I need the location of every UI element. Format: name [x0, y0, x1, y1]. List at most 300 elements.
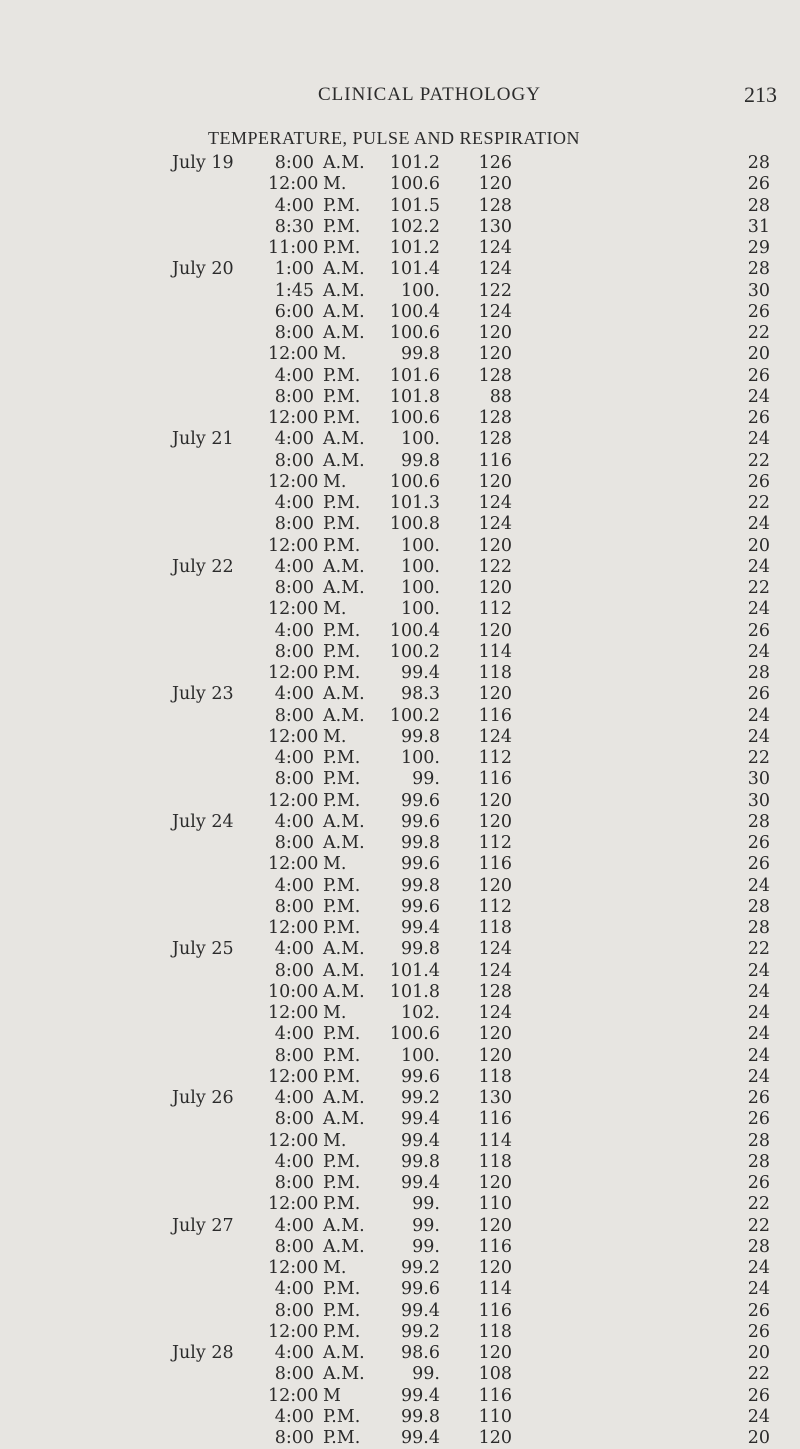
temperature-cell: 100.: [401, 280, 440, 301]
pulse-cell: 114: [478, 641, 512, 662]
pulse-cell: 120: [478, 1215, 512, 1236]
temperature-cell: 99.8: [401, 939, 440, 960]
temperature-cell: 98.3: [401, 684, 440, 705]
table-row: [0, 748, 800, 769]
pulse-cell: 114: [478, 1279, 512, 1300]
respiration-cell: 24: [747, 556, 770, 577]
respiration-cell: 24: [747, 514, 770, 535]
temperature-cell: 100.: [401, 748, 440, 768]
meridiem-cell: P.M.: [323, 1428, 361, 1448]
table-row: [0, 1194, 800, 1215]
table-row: [0, 812, 800, 833]
pulse-cell: 88: [489, 386, 512, 407]
time-cell: 12:00: [268, 1066, 319, 1087]
temperature-cell: 100.: [401, 599, 440, 620]
table-row: [0, 1301, 800, 1322]
meridiem-cell: M.: [323, 1003, 347, 1023]
table-row: [0, 642, 800, 663]
meridiem-cell: P.M.: [323, 514, 361, 535]
respiration-cell: 22: [747, 450, 770, 471]
respiration-cell: 28: [747, 1236, 770, 1257]
table-row: [0, 1364, 800, 1385]
pulse-cell: 116: [478, 1385, 512, 1406]
respiration-cell: 22: [747, 1215, 770, 1236]
meridiem-cell: P.M.: [323, 1321, 361, 1342]
pulse-cell: 128: [478, 429, 512, 450]
table-row: [0, 961, 800, 982]
meridiem-cell: P.M.: [323, 535, 361, 556]
time-cell: 4:00: [274, 365, 314, 386]
table-row: [0, 706, 800, 727]
temperature-cell: 99.2: [401, 1258, 440, 1278]
temperature-cell: 99.2: [401, 1321, 440, 1342]
pulse-cell: 118: [478, 1151, 512, 1172]
pulse-cell: 120: [478, 344, 512, 365]
respiration-cell: 24: [747, 1406, 770, 1427]
pulse-cell: 120: [478, 578, 512, 598]
pulse-cell: 128: [478, 365, 512, 386]
temperature-cell: 99.: [412, 1236, 440, 1257]
time-cell: 8:00: [274, 641, 314, 662]
meridiem-cell: A.M.: [323, 1088, 365, 1108]
pulse-cell: 114: [478, 1130, 512, 1151]
meridiem-cell: A.M.: [323, 1343, 365, 1363]
respiration-cell: 28: [747, 153, 770, 173]
pulse-cell: 130: [478, 1088, 512, 1108]
respiration-cell: 28: [747, 195, 770, 216]
time-cell: 8:00: [274, 514, 314, 535]
temperature-cell: 101.4: [389, 960, 440, 981]
temperature-cell: 101.4: [389, 259, 440, 280]
vital-signs-table: [0, 153, 800, 1449]
meridiem-cell: M.: [323, 1130, 347, 1151]
table-row: [0, 1131, 800, 1152]
table-row: [0, 387, 800, 408]
temperature-cell: 101.5: [389, 195, 440, 216]
time-cell: 10:00: [268, 981, 319, 1002]
respiration-cell: 26: [747, 365, 770, 386]
time-cell: 8:00: [274, 769, 314, 790]
pulse-cell: 108: [478, 1364, 512, 1385]
pulse-cell: 124: [478, 259, 512, 280]
table-row: [0, 1109, 800, 1130]
time-cell: 8:30: [274, 216, 314, 237]
meridiem-cell: A.M.: [323, 153, 365, 173]
time-cell: 12:00: [268, 535, 319, 556]
meridiem-cell: P.M.: [323, 1045, 361, 1066]
table-row: [0, 939, 800, 960]
temperature-cell: 100.6: [389, 471, 440, 492]
temperature-cell: 101.8: [389, 386, 440, 407]
temperature-cell: 99.8: [401, 450, 440, 471]
temperature-cell: 99.8: [401, 726, 440, 747]
pulse-cell: 124: [478, 301, 512, 322]
table-row: [0, 1343, 800, 1364]
time-cell: 8:00: [274, 1364, 314, 1385]
respiration-cell: 22: [747, 1364, 770, 1385]
temperature-cell: 101.2: [389, 153, 440, 173]
time-cell: 4:00: [274, 748, 314, 768]
table-row: [0, 514, 800, 535]
time-cell: 4:00: [274, 493, 314, 513]
temperature-cell: 99.4: [401, 1130, 440, 1151]
pulse-cell: 112: [478, 599, 512, 620]
time-cell: 11:00: [268, 238, 319, 258]
meridiem-cell: A.M.: [323, 811, 365, 832]
table-row: [0, 599, 800, 620]
pulse-cell: 124: [478, 514, 512, 535]
time-cell: 4:00: [274, 429, 314, 450]
time-cell: 12:00: [268, 726, 319, 747]
meridiem-cell: P.M.: [323, 216, 361, 237]
pulse-cell: 128: [478, 981, 512, 1002]
time-cell: 8:00: [274, 1173, 314, 1193]
pulse-cell: 120: [478, 471, 512, 492]
meridiem-cell: M.: [323, 854, 347, 875]
meridiem-cell: P.M.: [323, 1279, 361, 1300]
pulse-cell: 112: [478, 748, 512, 768]
time-cell: 1:00: [274, 259, 314, 280]
table-row: [0, 1088, 800, 1109]
respiration-cell: 24: [747, 1066, 770, 1087]
time-cell: 12:00: [268, 174, 319, 195]
temperature-cell: 99.6: [401, 896, 440, 917]
respiration-cell: 22: [747, 578, 770, 598]
table-row: [0, 472, 800, 493]
table-row: [0, 1279, 800, 1300]
time-cell: 4:00: [274, 195, 314, 216]
pulse-cell: 124: [478, 939, 512, 960]
meridiem-cell: P.M.: [323, 1406, 361, 1427]
time-cell: 12:00: [268, 599, 319, 620]
time-cell: 4:00: [274, 1406, 314, 1427]
pulse-cell: 120: [478, 790, 512, 811]
meridiem-cell: M: [323, 1385, 341, 1406]
respiration-cell: 28: [747, 918, 770, 938]
temperature-cell: 99.4: [401, 918, 440, 938]
time-cell: 4:00: [274, 556, 314, 577]
temperature-cell: 99.4: [401, 1428, 440, 1448]
time-cell: 4:00: [274, 684, 314, 705]
meridiem-cell: A.M.: [323, 556, 365, 577]
table-row: [0, 854, 800, 875]
time-cell: 4:00: [274, 875, 314, 896]
time-cell: 12:00: [268, 408, 319, 428]
respiration-cell: 24: [747, 875, 770, 896]
pulse-cell: 118: [478, 918, 512, 938]
temperature-cell: 100.6: [389, 408, 440, 428]
meridiem-cell: P.M.: [323, 875, 361, 896]
time-cell: 8:00: [274, 833, 314, 853]
temperature-cell: 99.8: [401, 1406, 440, 1427]
pulse-cell: 120: [478, 1173, 512, 1193]
respiration-cell: 29: [747, 238, 770, 258]
table-row: [0, 557, 800, 578]
temperature-cell: 99.8: [401, 875, 440, 896]
table-row: [0, 1216, 800, 1237]
time-cell: 12:00: [268, 471, 319, 492]
table-row: [0, 1322, 800, 1343]
meridiem-cell: A.M.: [323, 280, 365, 301]
time-cell: 12:00: [268, 918, 319, 938]
temperature-cell: 100.6: [389, 174, 440, 195]
meridiem-cell: A.M.: [323, 450, 365, 471]
pulse-cell: 126: [478, 153, 512, 173]
respiration-cell: 22: [747, 939, 770, 960]
pulse-cell: 120: [478, 174, 512, 195]
pulse-cell: 120: [478, 1428, 512, 1448]
temperature-cell: 99.6: [401, 854, 440, 875]
pulse-cell: 116: [478, 1236, 512, 1257]
temperature-cell: 100.6: [389, 323, 440, 343]
meridiem-cell: A.M.: [323, 323, 365, 343]
respiration-cell: 20: [747, 1343, 770, 1363]
pulse-cell: 120: [478, 535, 512, 556]
table-row: [0, 451, 800, 472]
respiration-cell: 28: [747, 1151, 770, 1172]
time-cell: 4:00: [274, 1088, 314, 1108]
respiration-cell: 26: [747, 833, 770, 853]
temperature-cell: 99.8: [401, 1151, 440, 1172]
table-row: [0, 684, 800, 705]
time-cell: 12:00: [268, 1194, 319, 1215]
temperature-cell: 99.4: [401, 1109, 440, 1130]
time-cell: 4:00: [274, 620, 314, 641]
table-row: [0, 408, 800, 429]
table-row: [0, 302, 800, 323]
table-row: [0, 727, 800, 748]
time-cell: 12:00: [268, 1003, 319, 1023]
time-cell: 12:00: [268, 1385, 319, 1406]
meridiem-cell: A.M.: [323, 429, 365, 450]
table-row: [0, 536, 800, 557]
meridiem-cell: A.M.: [323, 705, 365, 726]
page-header: [0, 84, 800, 114]
pulse-cell: 110: [478, 1194, 512, 1215]
table-row: [0, 578, 800, 599]
respiration-cell: 24: [747, 1003, 770, 1023]
meridiem-cell: A.M.: [323, 1236, 365, 1257]
table-row: [0, 769, 800, 790]
respiration-cell: 24: [747, 705, 770, 726]
respiration-cell: 24: [747, 641, 770, 662]
temperature-cell: 101.6: [389, 365, 440, 386]
respiration-cell: 26: [747, 620, 770, 641]
temperature-cell: 99.4: [401, 1173, 440, 1193]
time-cell: 8:00: [274, 450, 314, 471]
pulse-cell: 116: [478, 705, 512, 726]
date-cell: July 26: [172, 1088, 234, 1108]
respiration-cell: 26: [747, 1173, 770, 1193]
respiration-cell: 24: [747, 981, 770, 1002]
meridiem-cell: A.M.: [323, 960, 365, 981]
temperature-cell: 101.3: [389, 493, 440, 513]
meridiem-cell: P.M.: [323, 1024, 361, 1045]
respiration-cell: 26: [747, 471, 770, 492]
time-cell: 12:00: [268, 344, 319, 365]
temperature-cell: 100.2: [389, 641, 440, 662]
respiration-cell: 26: [747, 854, 770, 875]
respiration-cell: 22: [747, 323, 770, 343]
meridiem-cell: A.M.: [323, 981, 365, 1002]
pulse-cell: 118: [478, 1321, 512, 1342]
table-row: [0, 1003, 800, 1024]
respiration-cell: 24: [747, 1024, 770, 1045]
respiration-cell: 26: [747, 1109, 770, 1130]
meridiem-cell: M.: [323, 344, 347, 365]
table-row: [0, 366, 800, 387]
time-cell: 6:00: [274, 301, 314, 322]
meridiem-cell: P.M.: [323, 493, 361, 513]
meridiem-cell: M.: [323, 726, 347, 747]
pulse-cell: 124: [478, 238, 512, 258]
pulse-cell: 120: [478, 1343, 512, 1363]
respiration-cell: 24: [747, 726, 770, 747]
pulse-cell: 120: [478, 1024, 512, 1045]
temperature-cell: 99.4: [401, 1385, 440, 1406]
meridiem-cell: A.M.: [323, 1215, 365, 1236]
page-number: 213: [744, 82, 777, 107]
respiration-cell: 26: [747, 1300, 770, 1321]
time-cell: 4:00: [274, 1215, 314, 1236]
pulse-cell: 124: [478, 493, 512, 513]
table-row: [0, 174, 800, 195]
temperature-cell: 99.8: [401, 344, 440, 365]
temperature-cell: 99.4: [401, 663, 440, 683]
temperature-cell: 101.2: [389, 238, 440, 258]
table-row: [0, 982, 800, 1003]
table-row: [0, 1386, 800, 1407]
time-cell: 8:00: [274, 1428, 314, 1448]
respiration-cell: 26: [747, 1321, 770, 1342]
temperature-cell: 100.: [401, 578, 440, 598]
temperature-cell: 100.: [401, 535, 440, 556]
time-cell: 8:00: [274, 1300, 314, 1321]
date-cell: July 20: [172, 259, 234, 280]
table-row: [0, 1067, 800, 1088]
table-row: [0, 621, 800, 642]
temperature-cell: 102.2: [389, 216, 440, 237]
respiration-cell: 28: [747, 259, 770, 280]
temperature-cell: 100.: [401, 556, 440, 577]
respiration-cell: 22: [747, 1194, 770, 1215]
pulse-cell: 122: [478, 280, 512, 301]
pulse-cell: 116: [478, 450, 512, 471]
time-cell: 12:00: [268, 790, 319, 811]
table-row: [0, 1152, 800, 1173]
pulse-cell: 120: [478, 684, 512, 705]
temperature-cell: 102.: [401, 1003, 440, 1023]
time-cell: 4:00: [274, 1024, 314, 1045]
temperature-cell: 99.6: [401, 811, 440, 832]
meridiem-cell: P.M.: [323, 790, 361, 811]
table-row: [0, 663, 800, 684]
time-cell: 4:00: [274, 1343, 314, 1363]
meridiem-cell: A.M.: [323, 301, 365, 322]
meridiem-cell: P.M.: [323, 769, 361, 790]
meridiem-cell: P.M.: [323, 1173, 361, 1193]
time-cell: 4:00: [274, 811, 314, 832]
time-cell: 12:00: [268, 1130, 319, 1151]
pulse-cell: 124: [478, 1003, 512, 1023]
respiration-cell: 24: [747, 599, 770, 620]
respiration-cell: 28: [747, 896, 770, 917]
temperature-cell: 98.6: [401, 1343, 440, 1363]
respiration-cell: 20: [747, 344, 770, 365]
time-cell: 12:00: [268, 1258, 319, 1278]
respiration-cell: 31: [747, 216, 770, 237]
time-cell: 8:00: [274, 386, 314, 407]
respiration-cell: 30: [747, 769, 770, 790]
respiration-cell: 28: [747, 1130, 770, 1151]
date-cell: July 24: [172, 811, 234, 832]
pulse-cell: 120: [478, 323, 512, 343]
temperature-cell: 100.: [401, 429, 440, 450]
pulse-cell: 130: [478, 216, 512, 237]
respiration-cell: 30: [747, 790, 770, 811]
table-row: [0, 196, 800, 217]
meridiem-cell: P.M.: [323, 748, 361, 768]
table-row: [0, 1237, 800, 1258]
respiration-cell: 20: [747, 1428, 770, 1448]
pulse-cell: 116: [478, 1300, 512, 1321]
table-title: TEMPERATURE, PULSE AND RESPIRATION: [208, 128, 581, 148]
temperature-cell: 99.6: [401, 1066, 440, 1087]
meridiem-cell: A.M.: [323, 833, 365, 853]
table-row: [0, 259, 800, 280]
respiration-cell: 28: [747, 811, 770, 832]
meridiem-cell: M.: [323, 471, 347, 492]
respiration-cell: 22: [747, 493, 770, 513]
table-row: [0, 897, 800, 918]
meridiem-cell: P.M.: [323, 195, 361, 216]
meridiem-cell: P.M.: [323, 386, 361, 407]
temperature-cell: 100.8: [389, 514, 440, 535]
meridiem-cell: M.: [323, 174, 347, 195]
respiration-cell: 26: [747, 1088, 770, 1108]
pulse-cell: 110: [478, 1406, 512, 1427]
time-cell: 8:00: [274, 896, 314, 917]
time-cell: 12:00: [268, 663, 319, 683]
time-cell: 8:00: [274, 578, 314, 598]
respiration-cell: 24: [747, 429, 770, 450]
time-cell: 8:00: [274, 1045, 314, 1066]
table-row: [0, 918, 800, 939]
pulse-cell: 128: [478, 195, 512, 216]
meridiem-cell: P.M.: [323, 365, 361, 386]
time-cell: 1:45: [274, 280, 314, 301]
pulse-cell: 120: [478, 1258, 512, 1278]
meridiem-cell: P.M.: [323, 1151, 361, 1172]
table-row: [0, 1173, 800, 1194]
date-cell: July 28: [172, 1343, 234, 1363]
temperature-cell: 101.8: [389, 981, 440, 1002]
table-row: [0, 493, 800, 514]
table-row: [0, 238, 800, 259]
meridiem-cell: P.M.: [323, 620, 361, 641]
pulse-cell: 112: [478, 896, 512, 917]
temperature-cell: 99.: [412, 769, 440, 790]
temperature-cell: 99.: [412, 1364, 440, 1385]
temperature-cell: 99.2: [401, 1088, 440, 1108]
meridiem-cell: P.M.: [323, 238, 361, 258]
meridiem-cell: A.M.: [323, 1109, 365, 1130]
pulse-cell: 112: [478, 833, 512, 853]
pulse-cell: 124: [478, 960, 512, 981]
table-row: [0, 153, 800, 174]
table-row: [0, 1407, 800, 1428]
temperature-cell: 99.4: [401, 1300, 440, 1321]
